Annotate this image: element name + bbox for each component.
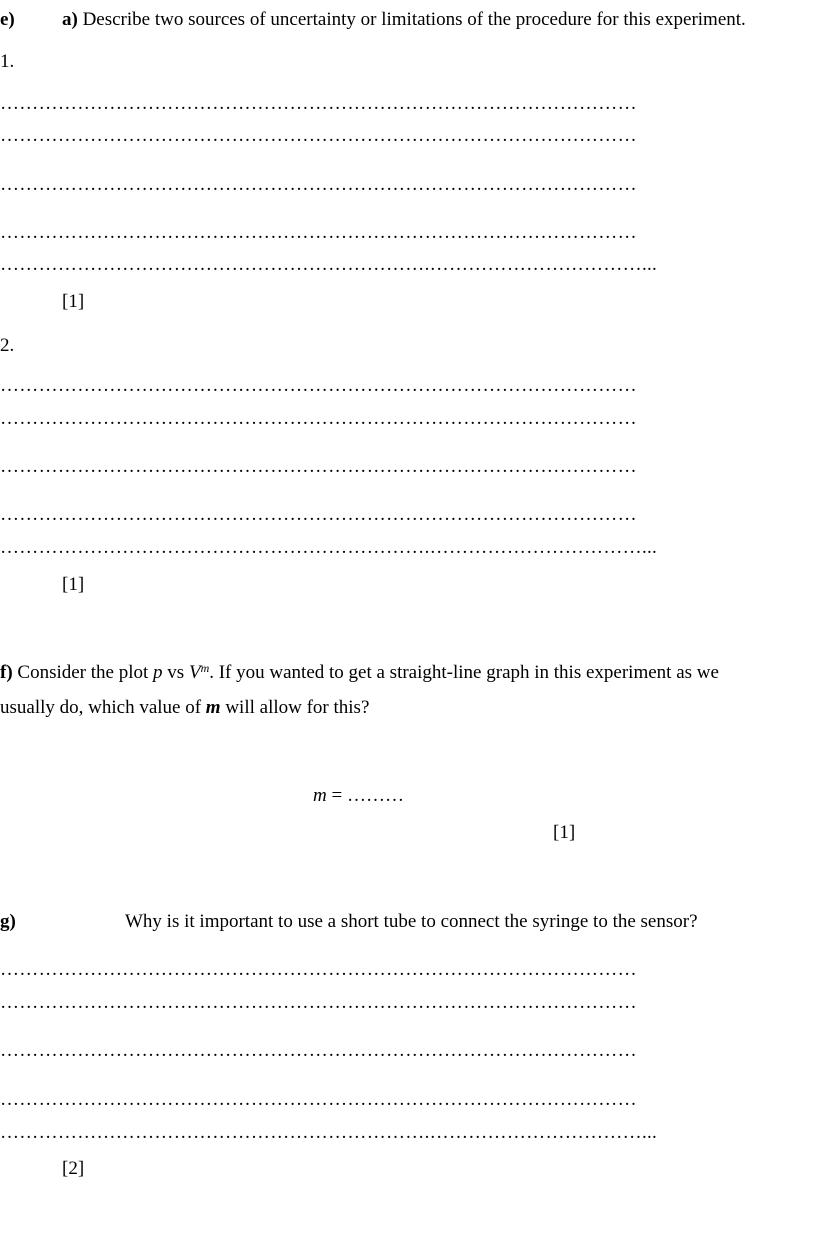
question-f-text: usually do, which value of <box>0 697 206 718</box>
answer-line[interactable]: ……………………………………………………………………………………… <box>0 1090 637 1109</box>
question-g-label: g) <box>0 911 16 932</box>
question-f-text: . If you wanted to get a straight-line graph in this experiment as we <box>209 662 719 683</box>
question-f-text: vs <box>162 662 189 683</box>
part-a-label: a) <box>62 9 78 30</box>
question-f-label: f) <box>0 662 13 683</box>
question-f-text: will allow for this? <box>220 697 370 718</box>
answer-line[interactable]: ……………………………………………………………………………………… <box>0 960 637 979</box>
answer-line[interactable]: ……………………………………………………………………………………… <box>0 94 637 113</box>
exponent-m: m <box>200 661 210 675</box>
variable-v: V <box>188 662 201 683</box>
answer-line[interactable]: ……………………………………………………………………………………… <box>0 223 637 242</box>
answer-line[interactable]: ……………………………………………………………………………………… <box>0 457 637 476</box>
question-e-prompt <box>62 10 746 29</box>
question-g-prompt: Why is it important to use a short tube to connect the syringe to the sensor? <box>125 911 698 932</box>
answer-line[interactable]: ……………………………………………………………………………………… <box>0 409 637 428</box>
answer-line[interactable]: ……………………………………………………………………………………… <box>0 1041 637 1060</box>
question-e-label: e) <box>0 9 15 30</box>
answer-line[interactable]: ……………………………………………………………………………………… <box>0 376 637 395</box>
answer-line[interactable]: ……………………………………………………………………………………… <box>0 505 637 524</box>
variable-p: p <box>153 662 163 683</box>
m-answer-field[interactable] <box>313 786 404 805</box>
answer-variable-m: m <box>313 785 327 806</box>
answer-line[interactable]: ……………………………………………………………………………………… <box>0 175 637 194</box>
marks-badge: [2] <box>62 1158 85 1179</box>
marks-badge: [1] <box>62 291 85 312</box>
answer-blank: = ……… <box>326 785 404 806</box>
variable-m: m <box>205 697 221 718</box>
item-1-number: 1. <box>0 51 15 72</box>
question-f-line-1 <box>0 663 719 682</box>
answer-line[interactable]: ………………………………………………………….……………………………... <box>0 1123 658 1142</box>
question-e-prompt-text: Describe two sources of uncertainty or limitations of the procedure for this experiment. <box>82 9 746 30</box>
answer-line[interactable]: ……………………………………………………………………………………… <box>0 993 637 1012</box>
item-2-number: 2. <box>0 335 15 356</box>
marks-badge: [1] <box>553 822 576 843</box>
answer-line[interactable]: ………………………………………………………….……………………………... <box>0 255 658 274</box>
question-f-line-2 <box>0 698 369 717</box>
answer-line[interactable]: ……………………………………………………………………………………… <box>0 126 637 145</box>
question-f-text: Consider the plot <box>12 662 154 683</box>
marks-badge: [1] <box>62 574 85 595</box>
answer-line[interactable]: ………………………………………………………….……………………………... <box>0 538 658 557</box>
